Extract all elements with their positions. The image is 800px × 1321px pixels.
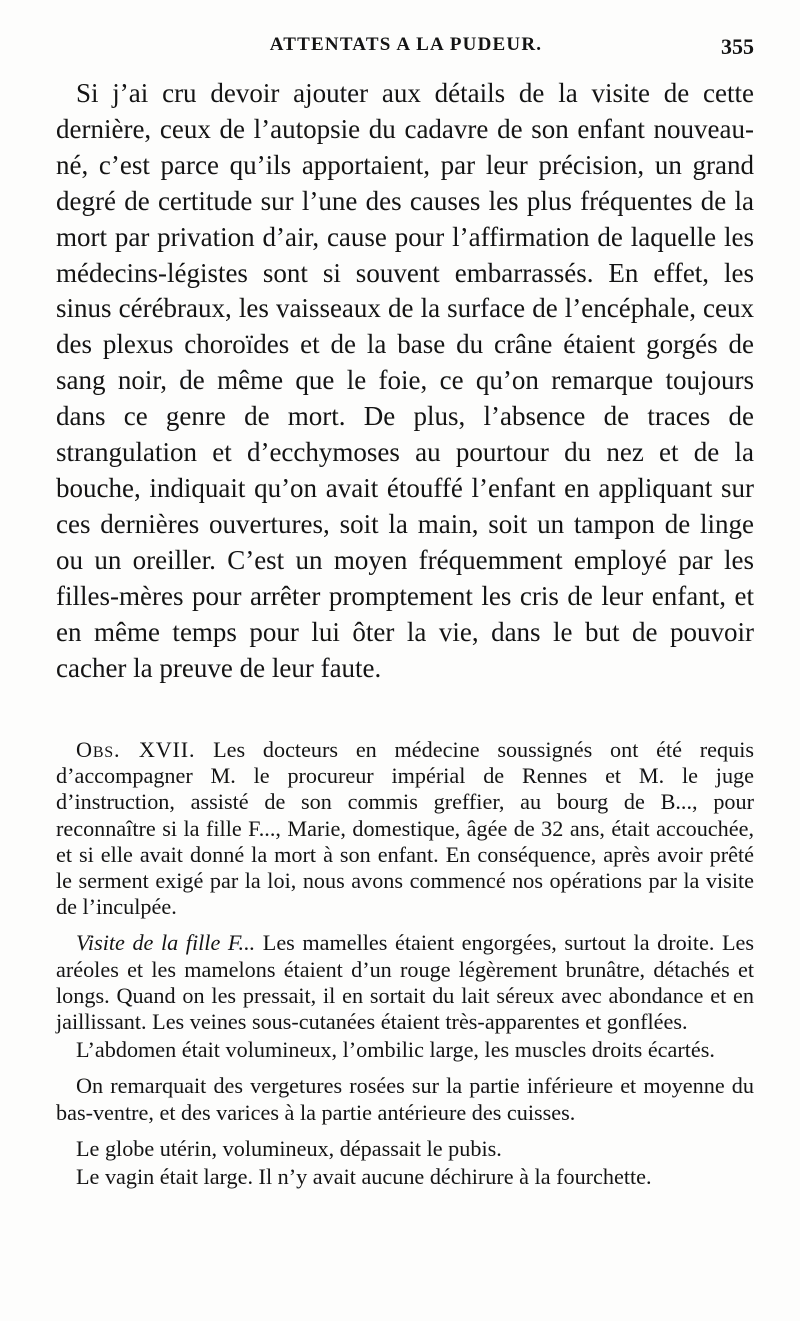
observation-section <box>56 737 754 1190</box>
visit-paragraph <box>56 930 754 1035</box>
observation-text: Les docteurs en médecine soussignés ont été requis d’accompagner M. le procureur impérial de Rennes et M. le juge d’instruction, assisté de son commis greffier, au bourg de B..., pour reconnaître si la fille F..., Marie, domestique, âgée de 32 ans, était accouchée, et si elle avait donné la mort à son enfant. En conséquence, après avoir prêté le serment exigé par la loi, nous avons commencé nos opérations par la visite de l’inculpée. <box>56 737 755 920</box>
observation-paragraph <box>56 737 754 920</box>
running-head <box>56 34 756 64</box>
page-number: 355 <box>721 34 754 59</box>
observation-label: Obs. XVII. <box>76 737 196 762</box>
visit-text: Les mamelles étaient engorgées, surtout la droite. Les aréoles et les mamelons étaient d’un rouge légèrement brunâtre, détachés et longs. Quand on les pressait, il en sortait du lait séreux avec abondance et en jaillissant. Les veines sous-cutanées étaient très-apparentes et gonflées. <box>56 930 755 1035</box>
vergetures-paragraph: On remarquait des vergetures rosées sur la partie inférieure et moyenne du bas-ventre, et des varices à la partie antérieure des cuisses. <box>56 1073 754 1125</box>
uterus-paragraph: Le globe utérin, volumineux, dépassait le pubis. <box>76 1135 502 1161</box>
abdomen-paragraph: L’abdomen était volumineux, l’ombilic large, les muscles droits écartés. <box>76 1037 715 1063</box>
main-paragraph-block <box>56 76 754 686</box>
vagina-paragraph: Le vagin était large. Il n’y avait aucune déchirure à la fourchette. <box>76 1164 652 1190</box>
visit-label: Visite de la fille F... <box>76 930 256 956</box>
main-paragraph: Si j’ai cru devoir ajouter aux détails de la visite de cette dernière, ceux de l’autopsie du cadavre de son enfant nouveau-né, c’est parce qu’ils apportaient, par leur précision, un grand degré de certitude sur l’une des causes les plus fréquentes de la mort par privation d’air, cause pour l’affirmation de laquelle les médecins-légistes sont si souvent embarrassés. En effet, les sinus cérébraux, les vaisseaux de la surface de l’encéphale, ceux des plexus choroïdes et de la base du crâne étaient gorgés de sang noir, de même que le foie, ce qu’on remarque toujours dans ce genre de mort. De plus, l’absence de traces de strangulation et d’ecchymoses au pourtour du nez et de la bouche, indiquait qu’on avait étouffé l’enfant en appliquant sur ces dernières ouvertures, soit la main, soit un tampon de linge ou un oreiller. C’est un moyen fréquemment employé par les filles-mères pour arrêter promptement les cris de leur enfant, et en même temps pour lui ôter la vie, dans le but de pouvoir cacher la preuve de leur faute. <box>56 78 754 683</box>
running-title: ATTENTATS A LA PUDEUR. <box>269 34 543 55</box>
